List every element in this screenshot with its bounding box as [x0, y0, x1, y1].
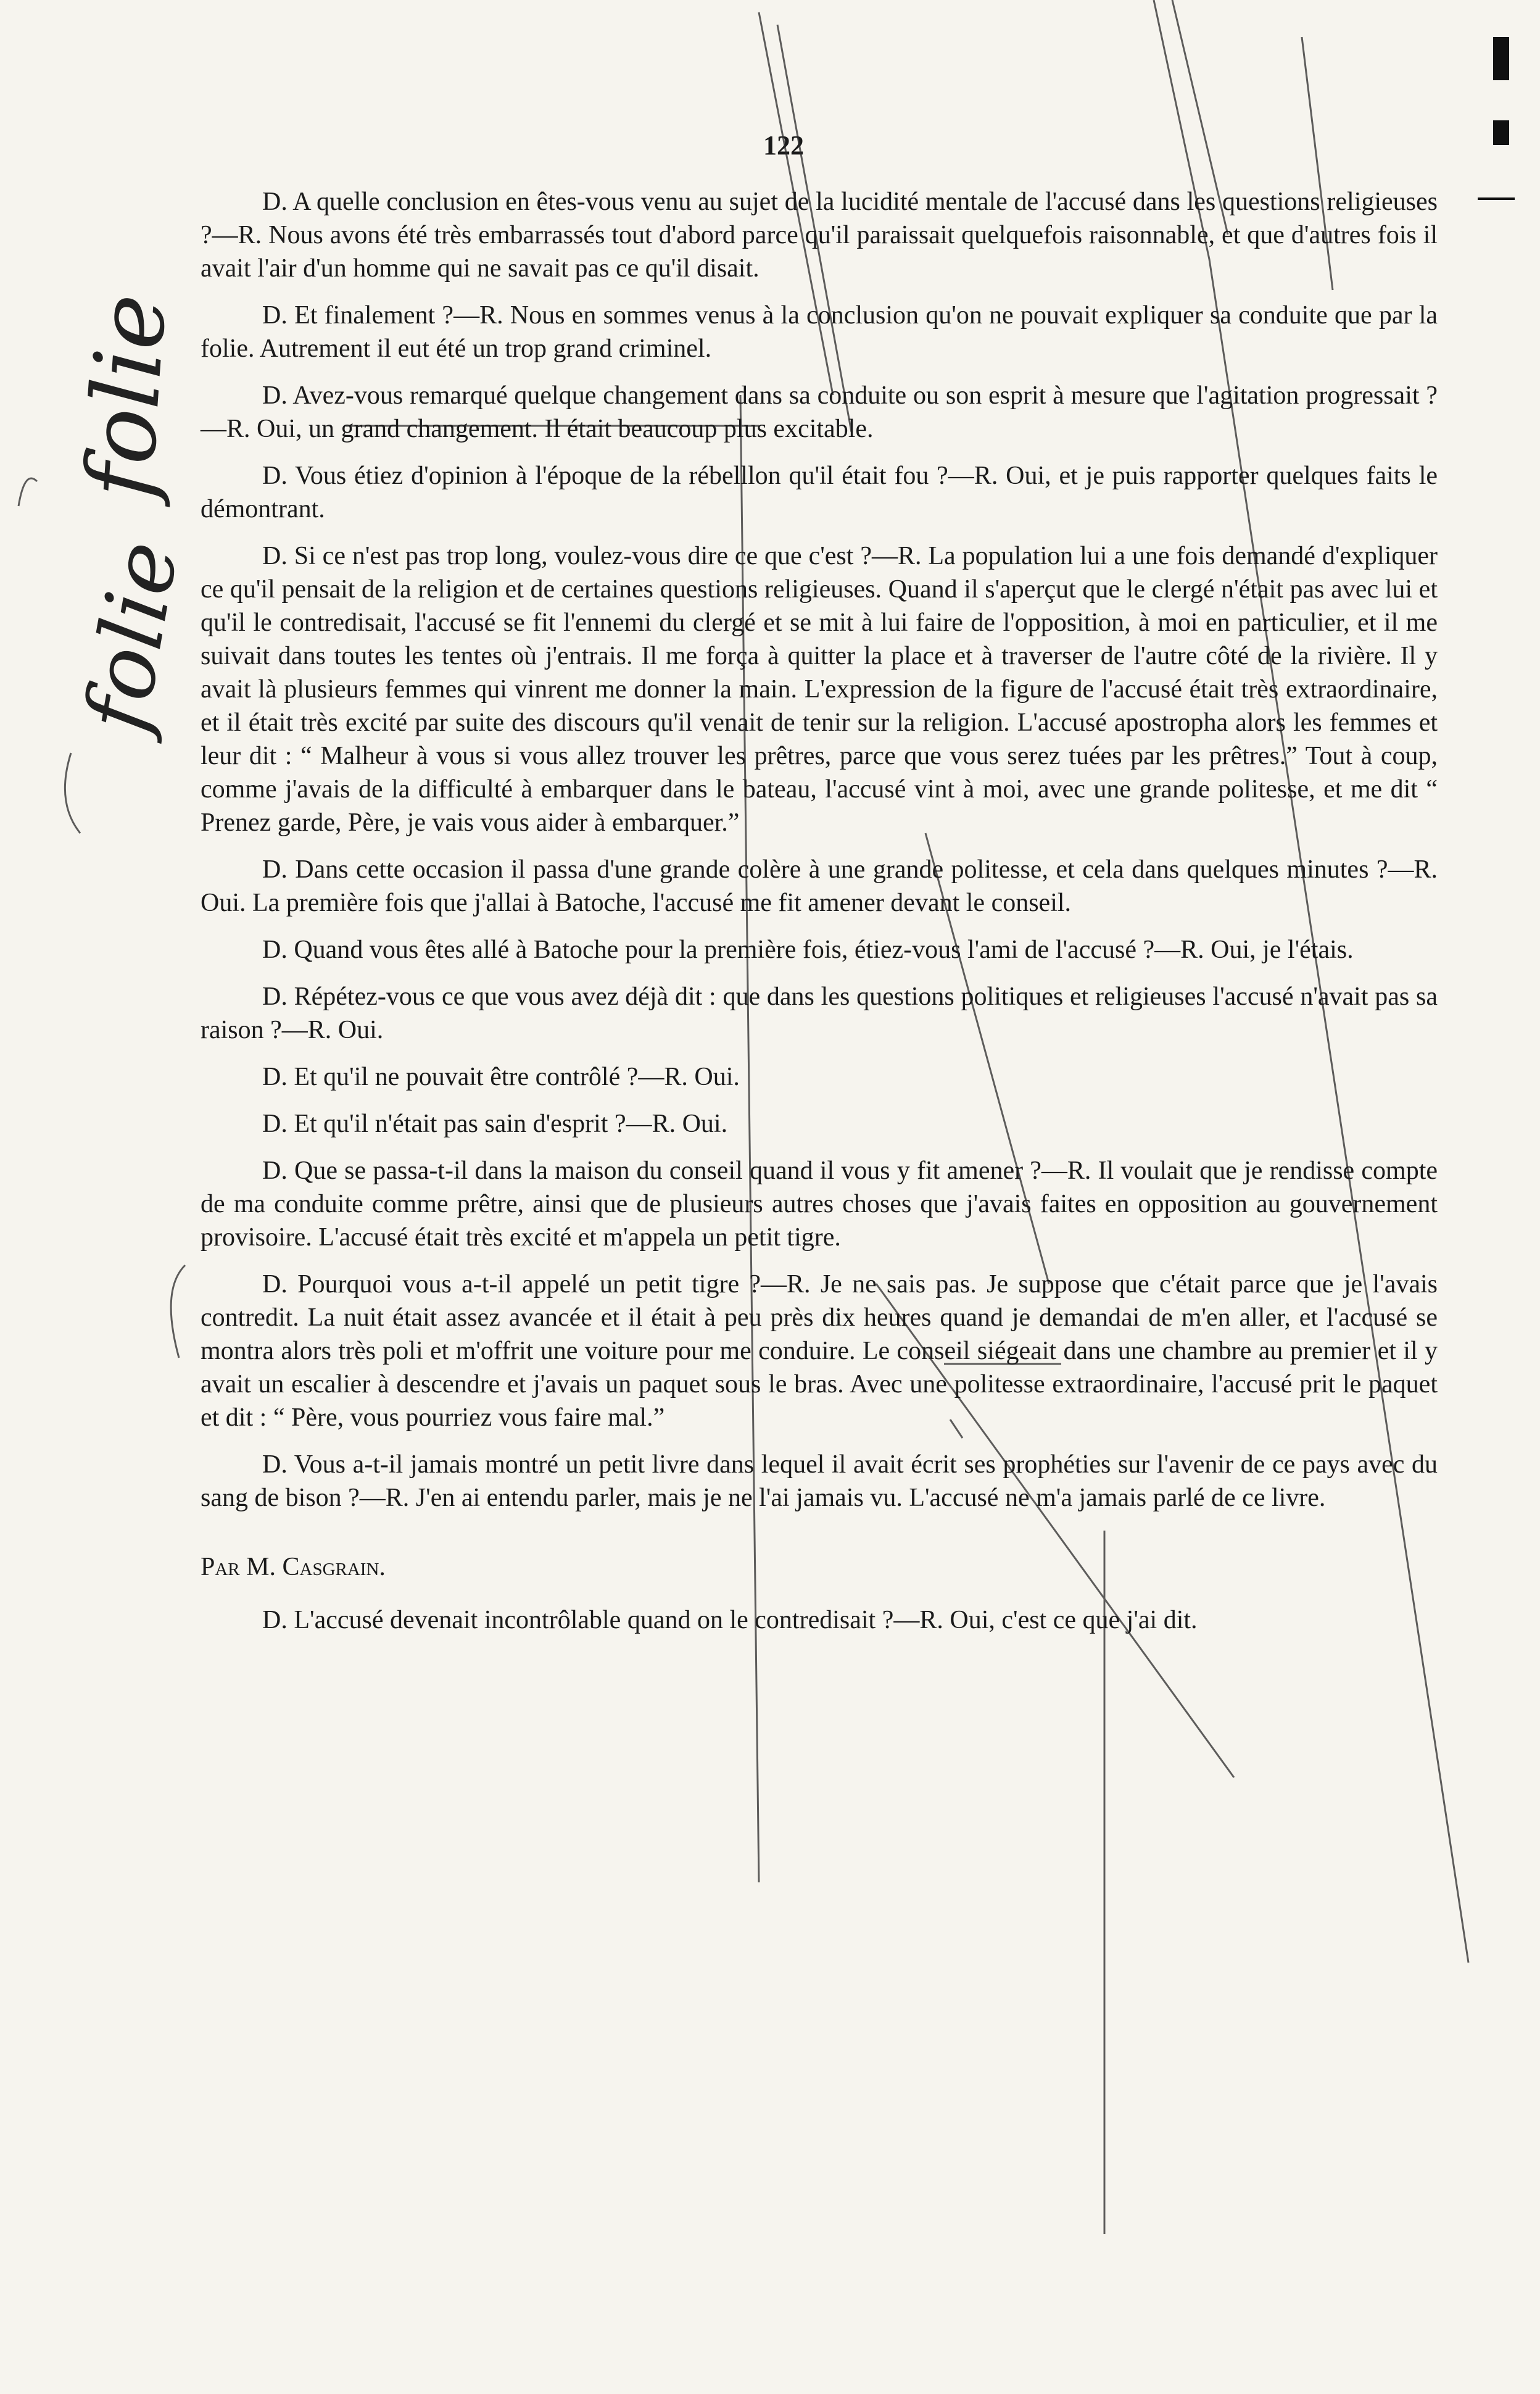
paragraph-text: Dans cette occasion il passa d'une grande colère à une grande politesse, et cela dans quelques minutes ?—R. Oui. La première fois que j'allai à Batoche, l'accusé me fit amener devant le conseil.: [201, 855, 1438, 917]
qa-paragraph: [201, 980, 1438, 1047]
paragraph-text: Quand vous êtes allé à Batoche pour la première fois, étiez-vous l'ami de l'accusé ?—R. Oui, je l'étais.: [294, 936, 1354, 964]
edge-mark: [1478, 197, 1515, 200]
question-label: D.: [262, 301, 288, 330]
qa-paragraph: [201, 1268, 1438, 1434]
paragraph-text: Répétez-vous ce que vous avez déjà dit : que dans les questions politiques et religieuses l'accusé n'avait pas sa raison ?—R. Oui.: [201, 983, 1438, 1044]
qa-paragraph: [201, 1060, 1438, 1094]
paragraph-text: Pourquoi vous a-t-il appelé un petit tigre ?—R. Je ne sais pas. Je suppose que c'était parce que je l'avais contredit. La nuit était assez avancée et il était à peu près dix heures quand je demandai de m'en aller, et l'accusé se montra alors très poli et m'offrit une voiture pour me conduire. Le conseil siégeait dans une chambre au premier et il y avait un escalier à descendre et j'avais un paquet sous le bras. Avec une politesse extraordinaire, l'accusé prit le paquet et dit : “ Père, vous pourriez vous faire mal.”: [201, 1270, 1438, 1432]
section-heading: Par M. Casgrain.: [201, 1553, 386, 1581]
paragraph-text: Si ce n'est pas trop long, voulez-vous dire ce que c'est ?—R. La population lui a une fois demandé d'expliquer ce qu'il pensait de la religion et de certaines questions religieuses. Quand il s'aperçut que le clergé n'était pas avec lui et qu'il le contredisait, l'accusé se fit l'ennemi du clergé et se mit à lui faire de l'opposition, à moi en particulier, et il me suivait dans toutes les tentes où j'entrais. Il me força à quitter la place et à traverser de l'autre côté de la rivière. Il y avait là plusieurs femmes qui vinrent me donner la main. L'expression de la figure de l'accusé était très extraordinaire, et il était très excité par suite des discours qu'il venait de tenir sur la religion. L'accusé apostropha alors les femmes et leur dit : “ Malheur à vous si vous allez trouver les prêtres, parce que vous serez tuées par les prêtres.” Tout à coup, comme j'avais de la difficulté à embarquer dans le bateau, l'accusé vint à moi, avec une grande politesse, et me dit “ Prenez garde, Père, je vais vous aider à embarquer.”: [201, 542, 1438, 837]
question-label: D.: [262, 1450, 288, 1479]
question-label: D.: [262, 1270, 288, 1299]
paragraph-text: Que se passa-t-il dans la maison du conseil quand il vous y fit amener ?—R. Il voulait que je rendisse compte de ma conduite comme prêtre, ainsi que de plusieurs autres choses que j'avais faites en opposition au gouvernement provisoire. L'accusé était très excité et m'appela un petit tigre.: [201, 1157, 1438, 1252]
question-label: D.: [262, 1157, 288, 1185]
margin-note-folie: folie: [65, 291, 188, 502]
page-number: 122: [763, 130, 804, 160]
paragraph-text: Vous étiez d'opinion à l'époque de la rébelllon qu'il était fou ?—R. Oui, et je puis rapporter quelques faits le démontrant.: [201, 462, 1438, 523]
qa-paragraph: [201, 1603, 1438, 1637]
paragraph-text: A quelle conclusion en êtes-vous venu au sujet de la lucidité mentale de l'accusé dans les questions religieuses ?—R. Nous avons été très embarrassés tout d'abord parce qu'il paraissait quelquefois raisonnable, et que d'autres fois il avait l'air d'un homme qui ne savait pas ce qu'il disait.: [201, 188, 1438, 283]
question-label: D.: [262, 188, 288, 216]
qa-paragraph: [201, 185, 1438, 285]
question-label: D.: [262, 381, 288, 410]
qa-paragraph: [201, 379, 1438, 446]
question-label: D.: [262, 936, 288, 964]
qa-paragraph: [201, 459, 1438, 526]
margin-note-folie: folie: [66, 534, 199, 739]
question-label: D.: [262, 1606, 288, 1634]
qa-paragraph: [201, 853, 1438, 920]
question-label: D.: [262, 462, 288, 490]
question-label: D.: [262, 1110, 288, 1138]
edge-mark: [1493, 120, 1509, 145]
question-label: D.: [262, 542, 288, 570]
edge-mark: [1493, 37, 1509, 80]
qa-paragraph: [201, 299, 1438, 365]
paragraph-text: L'accusé devenait incontrôlable quand on le contredisait ?—R. Oui, c'est ce que j'ai dit.: [294, 1606, 1198, 1634]
paragraph-text: Avez-vous remarqué quelque changement dans sa conduite ou son esprit à mesure que l'agitation progressait ?—R. Oui, un grand changement. Il était beaucoup plus excitable.: [201, 381, 1438, 443]
question-label: D.: [262, 855, 288, 884]
paragraph-text: Et finalement ?—R. Nous en sommes venus à la conclusion qu'on ne pouvait expliquer sa conduite que par la folie. Autrement il eut été un trop grand criminel.: [201, 301, 1438, 363]
qa-paragraph: [201, 539, 1438, 839]
question-label: D.: [262, 983, 288, 1011]
qa-paragraph: [201, 1448, 1438, 1515]
qa-paragraph: [201, 1154, 1438, 1254]
document-body: [201, 185, 1438, 1650]
paragraph-text: Et qu'il ne pouvait être contrôlé ?—R. Oui.: [294, 1063, 740, 1091]
paragraph-text: Et qu'il n'était pas sain d'esprit ?—R. Oui.: [294, 1110, 728, 1138]
question-label: D.: [262, 1063, 288, 1091]
qa-paragraph: [201, 1107, 1438, 1141]
paragraph-text: Vous a-t-il jamais montré un petit livre dans lequel il avait écrit ses prophéties sur l'avenir de ce pays avec du sang de bison ?—R. J'en ai entendu parler, mais je ne l'ai jamais vu. L'accusé ne m'a jamais parlé de ce livre.: [201, 1450, 1438, 1512]
qa-paragraph: [201, 933, 1438, 966]
